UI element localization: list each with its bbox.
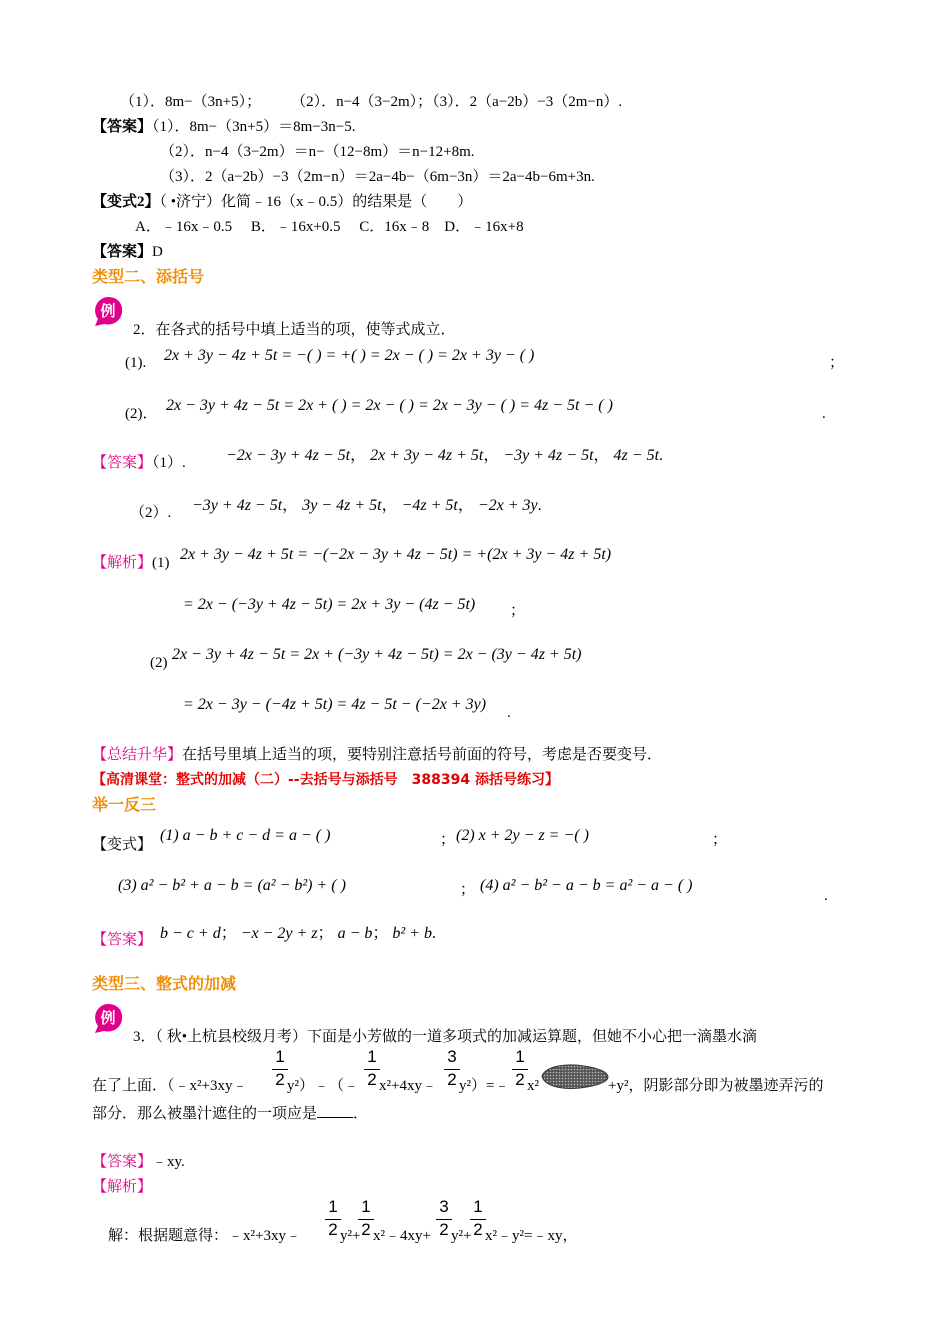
variant-answer-tag: 【答案】 [92,932,153,948]
s3-answer-row [92,1152,185,1172]
s3-line3: 部分．那么被墨汁遮住的一项应是 ． [92,1103,368,1124]
s3-line2-b: y²）﹣（﹣ [287,1078,359,1094]
answer-tag: 【答案】 [92,119,153,135]
s3-line2-c: x²+4xy﹣ [379,1078,437,1094]
s3-answer: ﹣xy. [152,1154,185,1170]
s3-analysis-tag: 【解析】 [92,1179,153,1195]
variant2-answer-tag: 【答案】 [92,244,153,260]
s2-analysis-tag: 【解析】 [92,555,153,571]
fraction-half-den: 2 [325,1218,341,1239]
variant-sep-3: ； [460,882,476,898]
s2-answer-1-item: 4z − 5t [613,447,660,464]
s2-answer-2-item: −4z + 5t [401,497,458,514]
s3-line2-f: +y²，阴影部分即为被墨迹弄污的 [608,1078,824,1094]
badge-label: 例 [100,1009,116,1027]
fraction-half: 1 [367,1047,377,1066]
fraction-half-den: 2 [364,1068,380,1089]
example-badge-2 [92,295,124,327]
variant-1: (1) a − b + c − d = a − ( ) [160,827,331,844]
variant-tag: 【变式】 [92,837,153,853]
variant2-options: A．﹣16x﹣0.5 B．﹣16x+0.5 C．16x﹣8 D．﹣16x+8 [135,219,524,235]
ink-blot-icon [540,1062,610,1092]
variant-answer-row [92,930,152,950]
s2-analysis-1-end: ； [510,603,526,619]
fraction-half: 1 [328,1197,338,1216]
section2-title: 类型二、添括号 [92,267,205,286]
variant-2: (2) x + 2y − z = −( ) [456,827,589,844]
summary-text: 在括号里填上适当的项，要特别注意括号前面的符号，考虑是否要变号． [182,747,663,763]
fraction-half-den: 2 [470,1218,486,1239]
variant2-tag: 【变式2】 [92,194,160,210]
s2-answer-1-item: 2x + 3y − 4z + 5t [370,447,484,464]
example-badge-3 [92,1002,124,1034]
variant-answer-item: a − b [337,925,373,942]
s3-line2-d: y²）=﹣ [459,1078,510,1094]
variant-4: (4) a² − b² − a − b = a² − a − ( ) [480,877,693,894]
s3-solution-d: y²+ [451,1228,472,1244]
s2-answer-1-label: （1）. [152,455,186,471]
s3-line2-a: 在了上面．（﹣x²+3xy﹣ [92,1078,248,1094]
q2-expression: 2x − 3y + 4z − 5t = 2x + ( ) = 2x − ( ) = 2x − 3y − ( ) = 4z − 5t − ( ) [166,397,613,414]
variant2-answer-row [92,242,163,262]
q1-end: ； [829,355,845,371]
answer-1: （1）．8m−（3n+5）＝8m−3n−5. [152,119,356,135]
s2-answer-1-item: −3y + 4z − 5t [503,447,594,464]
s2-analysis-1-line2: = 2x − (−3y + 4z − 5t) = 2x + 3y − (4z − 5t) [183,596,476,613]
section2-question: 2．在各式的括号中填上适当的项，使等式成立． [133,322,456,338]
hd-class-link: 【高清课堂：整式的加减（二）--去括号与添括号 388394 添括号练习】 [92,772,559,788]
variant2-row [92,192,472,212]
fraction-half: 1 [361,1197,371,1216]
s2-analysis-2-end: . [507,705,511,721]
problem-line: （1）．8m−（3n+5）； （2）．n−4（3−2m）；（3）．2（a−2b）−3（2m−n）. [120,94,623,110]
summary-row [92,745,662,765]
s2-analysis-2-label: (2) [150,655,168,671]
badge-label: 例 [100,302,116,320]
summary-tag: 【总结升华】 [92,747,183,763]
s2-analysis-1-line1: 2x + 3y − 4z + 5t = −(−2x − 3y + 4z − 5t) = +(2x + 3y − 4z + 5t) [180,546,612,563]
fraction-half: 1 [515,1047,525,1066]
variant-end: . [824,888,828,904]
s3-solution-e: x²﹣y²=﹣xy， [485,1228,578,1244]
answer-row-1 [92,117,355,137]
fraction-three-half-den: 2 [436,1218,452,1239]
s2-analysis-1-label: (1) [152,555,170,571]
section3-title: 类型三、整式的加减 [92,974,237,993]
s2-answer-row-1 [92,453,186,473]
s2-answer-2-item: −3y + 4z − 5t [192,497,283,514]
fraction-half-den: 2 [512,1068,528,1089]
variant-sep-2: ； [712,832,728,848]
s2-analysis-2-line1: 2x − 3y + 4z − 5t = 2x + (−3y + 4z − 5t) = 2x − (3y − 4z + 5t) [172,646,582,663]
fraction-half: 1 [473,1197,483,1216]
fraction-half-den: 2 [272,1068,288,1089]
section3-question: 3．（ 秋•上杭县校级月考）下面是小芳做的一道多项式的加减运算题，但她不小心把一滴墨水滴 [133,1029,758,1045]
variant-sep-1: ； [440,832,456,848]
s2-analysis-row [92,553,170,573]
fraction-three-half: 3 [447,1047,457,1066]
variant2-question: （ •济宁）化简﹣16（x﹣0.5）的结果是（ ） [159,194,473,210]
s2-answer-2-item: 3y − 4z + 5t [302,497,382,514]
variant-3: (3) a² − b² + a − b = (a² − b²) + ( ) [118,877,346,894]
s2-answer-2-items: −3y + 4z − 5t， 3y − 4z + 5t， −4z + 5t， −2x + 3y. [192,497,542,514]
q1-expression: 2x + 3y − 4z + 5t = −( ) = +( ) = 2x − ( ) = 2x + 3y − ( ) [164,347,535,364]
s2-answer-2-item: −2x + 3y [477,497,538,514]
s3-answer-tag: 【答案】 [92,1154,153,1170]
variant-answer-item: −x − 2y + z [240,925,318,942]
variant2-answer: D [152,244,163,260]
s3-line2-e: x² [527,1078,539,1094]
variant-answer-item: b² + b [392,925,432,942]
fraction-half-den: 2 [358,1218,374,1239]
variant-answers: b − c + d； −x − 2y + z； a − b； b² + b. [160,925,436,942]
q2-end: . [822,406,826,422]
s3-solution-c: x²﹣4xy+ [373,1228,431,1244]
variant-answer-item: b − c + d [160,925,221,942]
s3-solution-b: y²+ [340,1228,361,1244]
practice-title: 举一反三 [92,795,157,814]
fraction-three-half-den: 2 [444,1068,460,1089]
fraction-three-half: 3 [439,1197,449,1216]
answer-2: （2）．n−4（3−2m）＝n−（12−8m）＝n−12+8m. [160,144,475,160]
s2-answer-tag: 【答案】 [92,455,153,471]
fraction-half: 1 [275,1047,285,1066]
answer-blank [317,1103,353,1118]
answer-3: （3）．2（a−2b）−3（2m−n）＝2a−4b−（6m−3n）＝2a−4b−6m+3n. [160,169,595,185]
s2-answer-1-items: −2x − 3y + 4z − 5t， 2x + 3y − 4z + 5t， −3y + 4z − 5t， 4z − 5t. [226,447,664,464]
s2-analysis-2-line2: = 2x − 3y − (−4z + 5t) = 4z − 5t − (−2x + 3y) [183,696,487,713]
q1-label: (1). [125,355,147,371]
s2-answer-1-item: −2x − 3y + 4z − 5t [226,447,351,464]
s2-answer-2-label: （2）. [130,505,172,521]
s3-solution-a: 解：根据题意得：﹣x²+3xy﹣ [108,1228,301,1244]
q2-label: (2)． [125,406,158,422]
